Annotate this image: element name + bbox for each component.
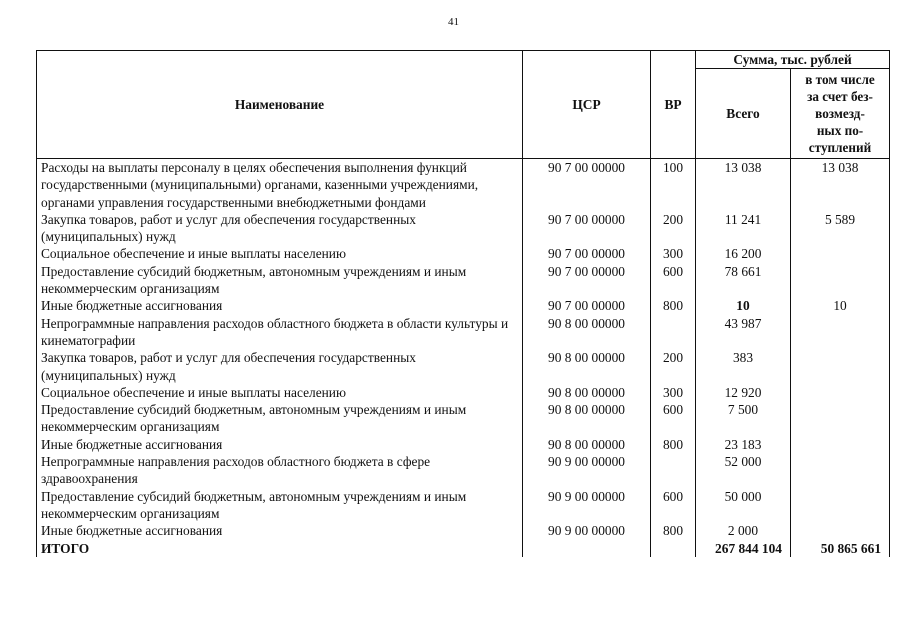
row-total: 11 241 <box>696 211 791 246</box>
table-row <box>37 297 890 314</box>
row-total: 16 200 <box>696 245 791 262</box>
table-header <box>37 51 890 159</box>
table-row <box>37 488 890 523</box>
row-vr: 200 <box>651 349 696 384</box>
header-incl-line: ступлений <box>808 140 872 155</box>
header-name: Наименование <box>37 51 523 159</box>
row-vr: 200 <box>651 211 696 246</box>
row-total: 12 920 <box>696 384 791 401</box>
table-row <box>37 522 890 539</box>
page-number: 41 <box>448 16 459 28</box>
row-name: Закупка товаров, работ и услуг для обеспечения государственных (муниципальных) нужд <box>37 211 523 246</box>
table-row <box>37 436 890 453</box>
row-name: Социальное обеспечение и иные выплаты населению <box>37 384 523 401</box>
row-name: Предоставление субсидий бюджетным, автономным учреждениям и иным некоммерческим организациям <box>37 263 523 298</box>
row-vr: 300 <box>651 384 696 401</box>
header-incl-line: за счет без- <box>807 89 873 104</box>
header-vr: ВР <box>651 51 696 159</box>
row-name: Непрограммные направления расходов областного бюджета в области культуры и кинематографии <box>37 315 523 350</box>
header-incl-line: в том числе <box>805 72 875 87</box>
row-total: 78 661 <box>696 263 791 298</box>
row-csr: 90 9 00 00000 <box>523 453 651 488</box>
row-name: Иные бюджетные ассигнования <box>37 522 523 539</box>
total-csr-empty <box>523 540 651 557</box>
row-incl <box>791 245 890 262</box>
row-vr: 800 <box>651 436 696 453</box>
row-total: 13 038 <box>696 159 791 211</box>
row-incl <box>791 384 890 401</box>
row-vr <box>651 315 696 350</box>
row-name: Закупка товаров, работ и услуг для обеспечения государственных (муниципальных) нужд <box>37 349 523 384</box>
table-row <box>37 349 890 384</box>
row-incl <box>791 522 890 539</box>
row-name: Социальное обеспечение и иные выплаты населению <box>37 245 523 262</box>
row-vr: 300 <box>651 245 696 262</box>
row-incl <box>791 453 890 488</box>
header-incl <box>791 69 890 159</box>
row-csr: 90 8 00 00000 <box>523 349 651 384</box>
table-row <box>37 315 890 350</box>
row-vr <box>651 453 696 488</box>
row-csr: 90 8 00 00000 <box>523 401 651 436</box>
total-label: ИТОГО <box>37 540 523 557</box>
row-total: 383 <box>696 349 791 384</box>
row-csr: 90 7 00 00000 <box>523 159 651 211</box>
table-row <box>37 263 890 298</box>
row-csr: 90 7 00 00000 <box>523 263 651 298</box>
row-name: Предоставление субсидий бюджетным, автономным учреждениям и иным некоммерческим организациям <box>37 488 523 523</box>
table-row <box>37 245 890 262</box>
row-csr: 90 9 00 00000 <box>523 488 651 523</box>
row-csr: 90 8 00 00000 <box>523 315 651 350</box>
table-row <box>37 453 890 488</box>
header-sum: Сумма, тыс. рублей <box>696 51 890 69</box>
row-name: Расходы на выплаты персоналу в целях обеспечения выполнения функций государственными (муниципальными) органами, казенными учреждениями, органами управления государственными внебюджетными фондами <box>37 159 523 211</box>
row-csr: 90 9 00 00000 <box>523 522 651 539</box>
table-row <box>37 159 890 211</box>
row-incl <box>791 349 890 384</box>
row-name: Иные бюджетные ассигнования <box>37 436 523 453</box>
row-vr: 800 <box>651 297 696 314</box>
header-total: Всего <box>696 69 791 159</box>
row-incl <box>791 315 890 350</box>
row-total: 2 000 <box>696 522 791 539</box>
row-vr: 800 <box>651 522 696 539</box>
row-incl: 10 <box>791 297 890 314</box>
table-row <box>37 401 890 436</box>
row-vr: 600 <box>651 263 696 298</box>
table-row <box>37 384 890 401</box>
row-incl: 5 589 <box>791 211 890 246</box>
total-vr-empty <box>651 540 696 557</box>
row-total: 43 987 <box>696 315 791 350</box>
total-row <box>37 540 890 557</box>
row-incl <box>791 401 890 436</box>
row-incl <box>791 488 890 523</box>
row-csr: 90 7 00 00000 <box>523 245 651 262</box>
header-incl-line: ных по- <box>816 123 864 138</box>
row-csr: 90 7 00 00000 <box>523 297 651 314</box>
row-vr: 100 <box>651 159 696 211</box>
row-total: 52 000 <box>696 453 791 488</box>
header-incl-line: возмезд- <box>815 106 865 121</box>
row-total: 23 183 <box>696 436 791 453</box>
row-incl: 13 038 <box>791 159 890 211</box>
row-total: 7 500 <box>696 401 791 436</box>
row-total: 50 000 <box>696 488 791 523</box>
row-incl <box>791 263 890 298</box>
row-name: Иные бюджетные ассигнования <box>37 297 523 314</box>
table-row <box>37 211 890 246</box>
row-csr: 90 8 00 00000 <box>523 384 651 401</box>
row-name: Непрограммные направления расходов областного бюджета в сфере здравоохранения <box>37 453 523 488</box>
row-csr: 90 7 00 00000 <box>523 211 651 246</box>
header-csr: ЦСР <box>523 51 651 159</box>
row-total: 10 <box>696 297 791 314</box>
row-vr: 600 <box>651 401 696 436</box>
row-vr: 600 <box>651 488 696 523</box>
grand-total-incl: 50 865 661 <box>791 540 890 557</box>
grand-total: 267 844 104 <box>696 540 791 557</box>
budget-table <box>36 50 890 557</box>
row-csr: 90 8 00 00000 <box>523 436 651 453</box>
table-body <box>37 159 890 557</box>
row-incl <box>791 436 890 453</box>
row-name: Предоставление субсидий бюджетным, автономным учреждениям и иным некоммерческим организациям <box>37 401 523 436</box>
